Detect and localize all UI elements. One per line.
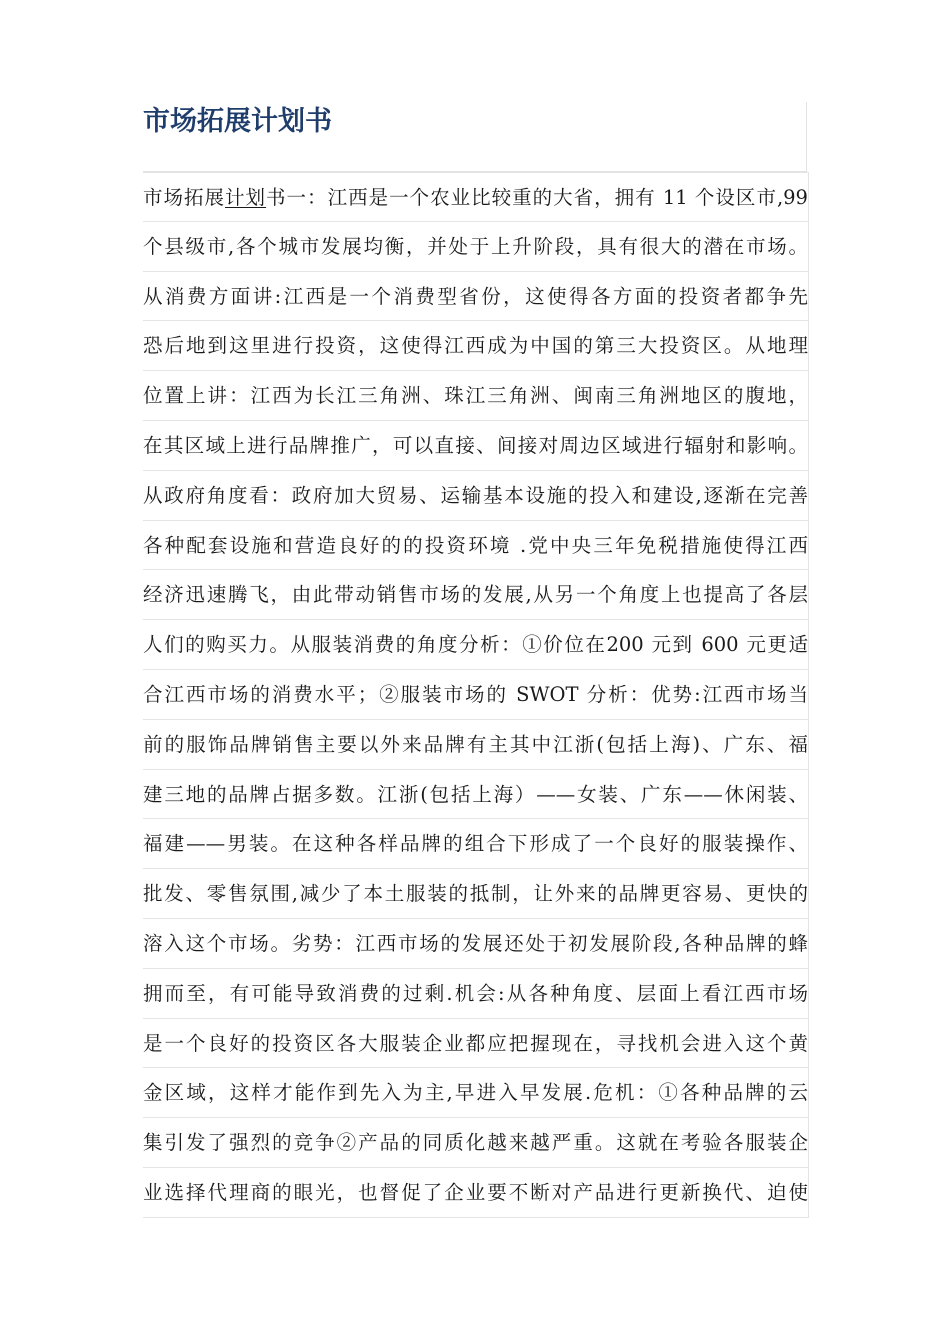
- text-line: 从政府角度看：政府加大贸易、运输基本设施的投入和建设,逐渐在完善: [143, 471, 809, 521]
- text-line: 前的服饰品牌销售主要以外来品牌有主其中江浙(包括上海)、广东、福: [143, 720, 809, 770]
- text-line: 是一个良好的投资区各大服装企业都应把握现在，寻找机会进入这个黄: [143, 1019, 809, 1069]
- text-line: 建三地的品牌占据多数。江浙(包括上海）——女装、广东——休闲装、: [143, 770, 809, 820]
- text-line: 福建——男装。在这种各样品牌的组合下形成了一个良好的服装操作、: [143, 819, 809, 869]
- text-line: 业选择代理商的眼光，也督促了企业要不断对产品进行更新换代、迫使: [143, 1168, 809, 1218]
- text-line: 批发、零售氛围,减少了本土服装的抵制，让外来的品牌更容易、更快的: [143, 869, 809, 919]
- underlined-link-text[interactable]: 计划: [225, 186, 267, 209]
- text-line: 人们的购买力。从服装消费的角度分析：①价位在200 元到 600 元更适: [143, 620, 809, 670]
- text-line: 集引发了强烈的竞争②产品的同质化越来越严重。这就在考验各服装企: [143, 1118, 809, 1168]
- text-line: 从消费方面讲:江西是一个消费型省份，这使得各方面的投资者都争先: [143, 272, 809, 322]
- text-segment: 书一：江西是一个农业比较重的大省，拥有 11 个设区市,99: [266, 186, 808, 209]
- page-title: 市场拓展计划书: [143, 106, 332, 137]
- text-line: 合江西市场的消费水平；②服装市场的 SWOT 分析：优势:江西市场当: [143, 670, 809, 720]
- text-line: 拥而至，有可能导致消费的过剩.机会:从各种角度、层面上看江西市场: [143, 969, 809, 1019]
- text-line: 位置上讲：江西为长江三角洲、珠江三角洲、闽南三角洲地区的腹地，: [143, 371, 809, 421]
- text-line: 金区域，这样才能作到先入为主,早进入早发展.危机：①各种品牌的云: [143, 1068, 809, 1118]
- text-segment: 市场拓展: [143, 186, 226, 209]
- text-line: 恐后地到这里进行投资，这使得江西成为中国的第三大投资区。从地理: [143, 321, 809, 371]
- document-body: [143, 172, 809, 1218]
- text-line: 经济迅速腾飞，由此带动销售市场的发展,从另一个角度上也提高了各层: [143, 570, 809, 620]
- text-line: 在其区域上进行品牌推广，可以直接、间接对周边区域进行辐射和影响。: [143, 421, 809, 471]
- title-block: [143, 102, 807, 172]
- text-line: 个县级市,各个城市发展均衡，并处于上升阶段，具有很大的潜在市场。: [143, 222, 809, 272]
- text-line: 溶入这个市场。劣势：江西市场的发展还处于初发展阶段,各种品牌的蜂: [143, 919, 809, 969]
- text-line-1: [143, 172, 809, 222]
- text-line: 各种配套设施和营造良好的的投资环境 .党中央三年免税措施使得江西: [143, 521, 809, 571]
